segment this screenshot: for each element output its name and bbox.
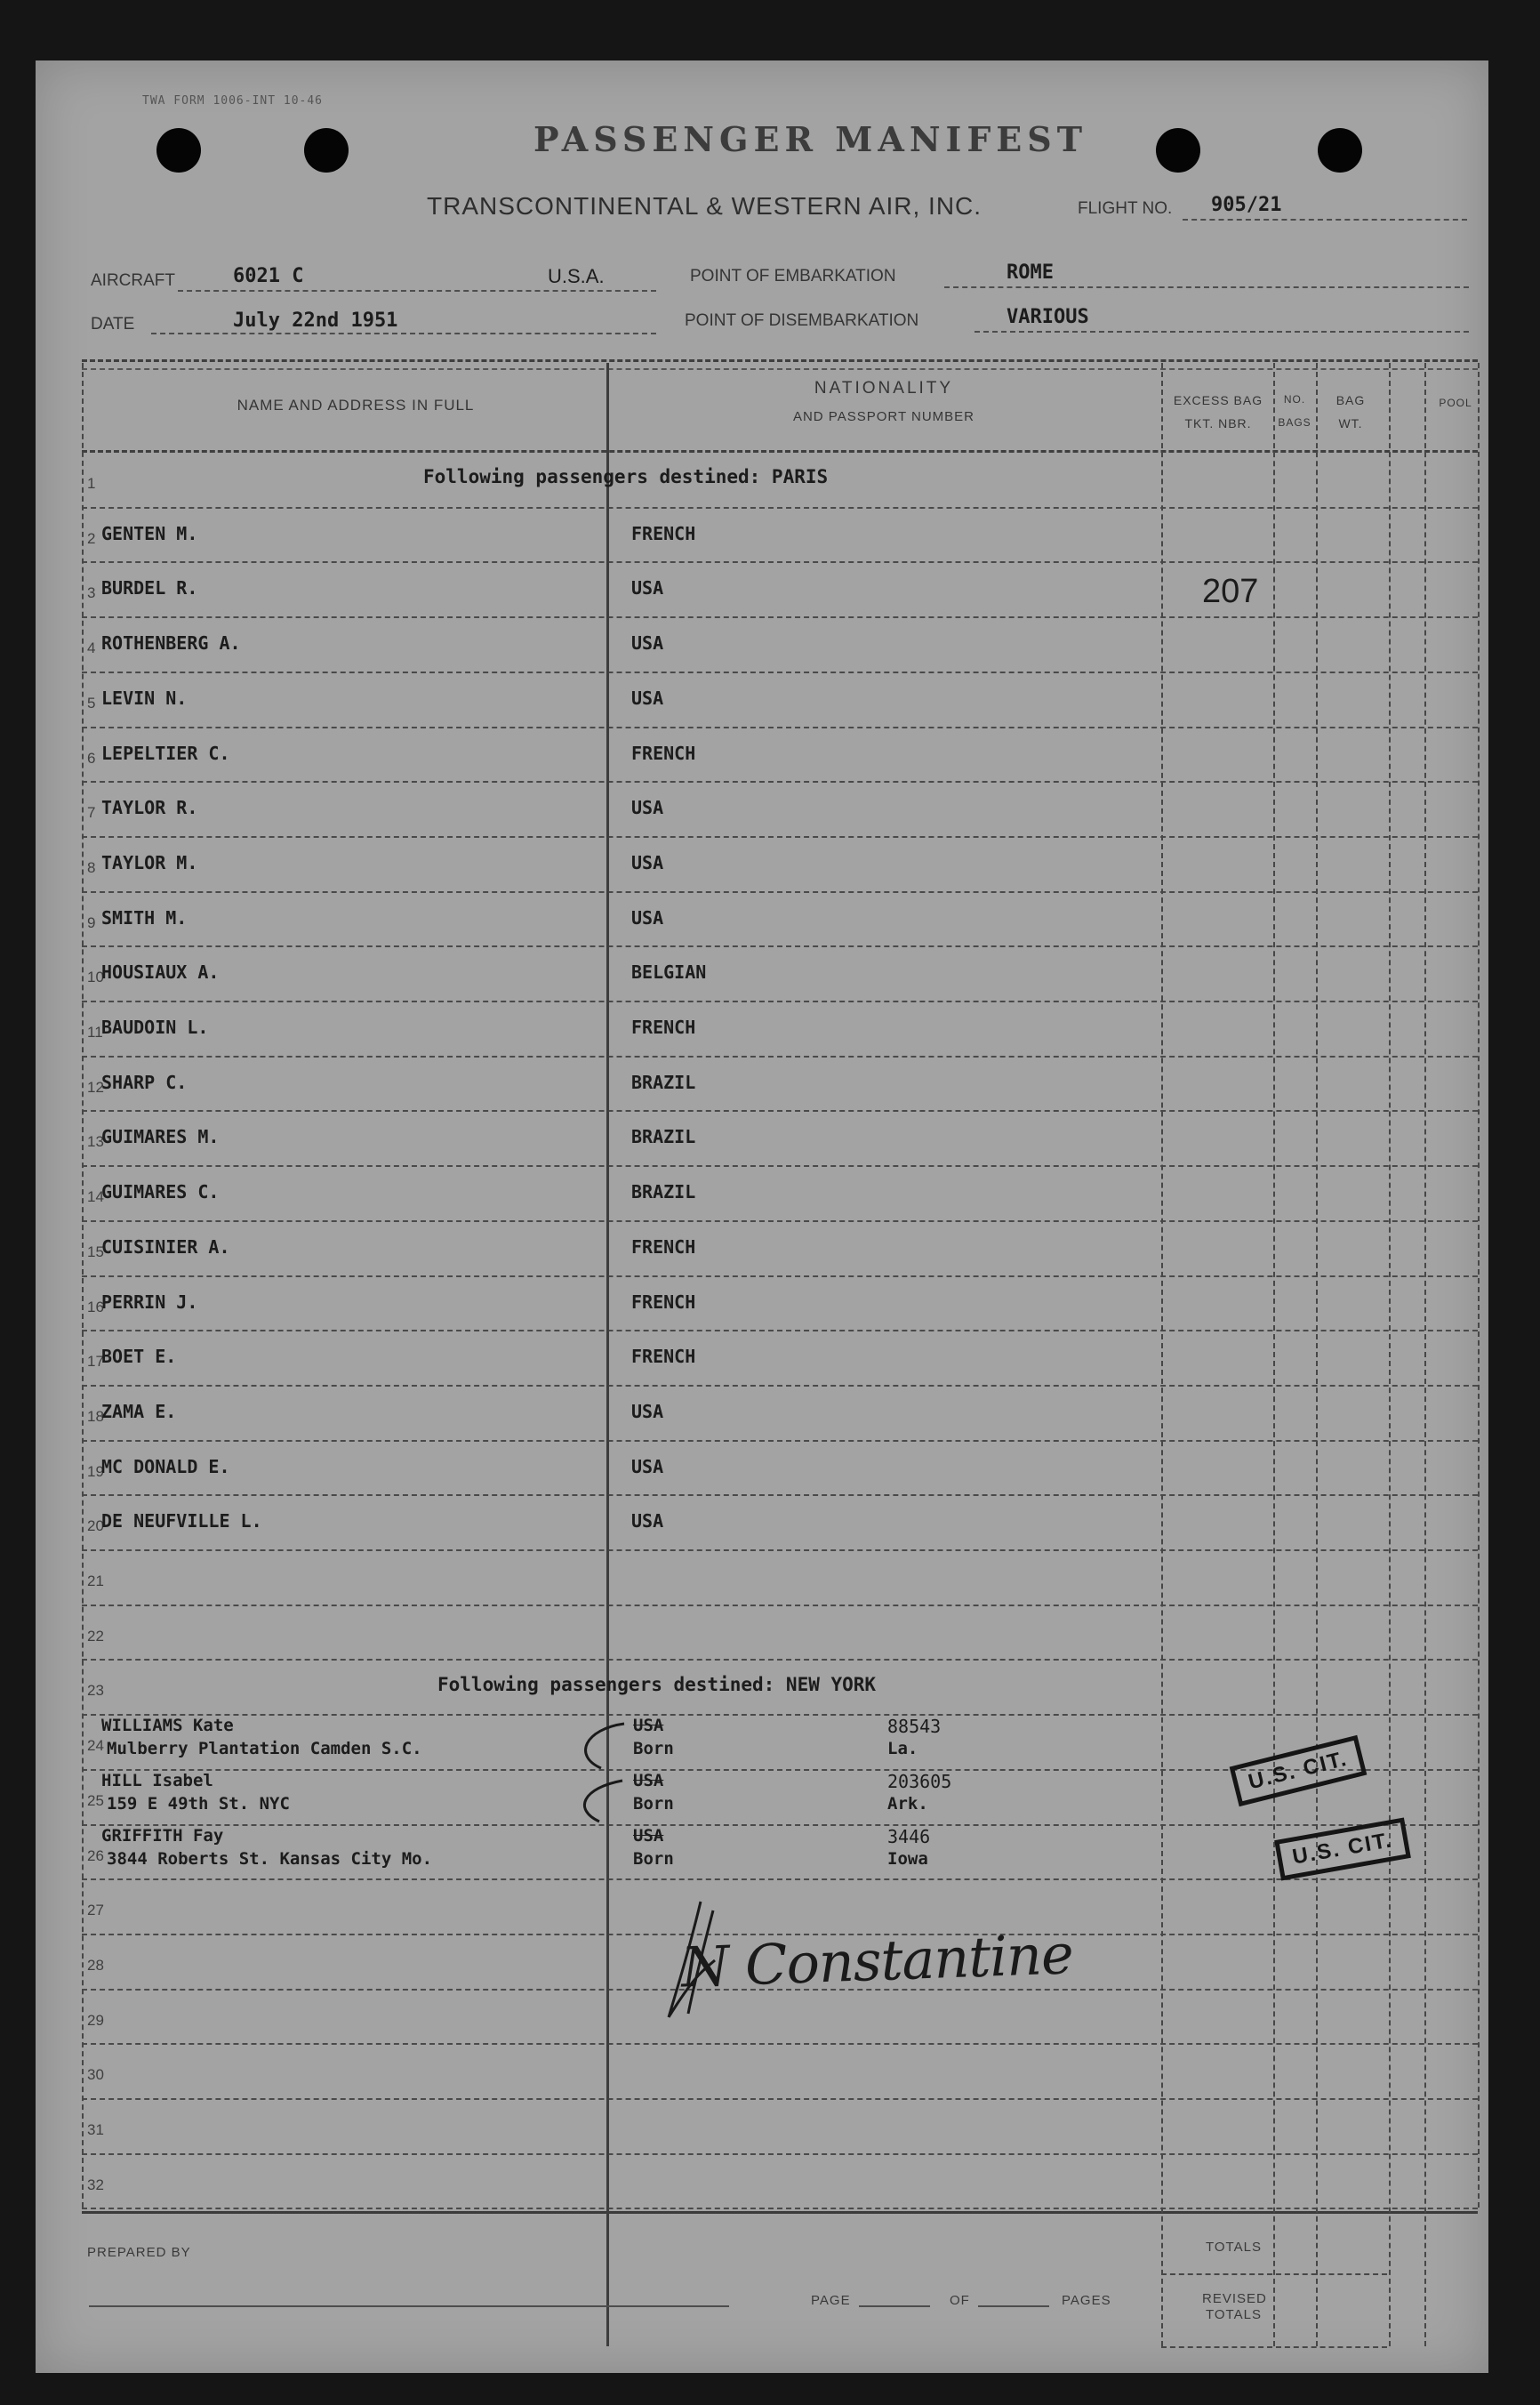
grid-line [82,1714,1478,1716]
grid-line [82,2043,1478,2045]
row-number: 23 [87,1682,104,1700]
passenger-name: MC DONALD E. [101,1455,230,1477]
passenger-nationality: FRENCH [631,1235,696,1258]
punch-hole [1318,128,1362,173]
grid-line [82,1330,1478,1331]
grid-line [82,1001,1478,1002]
row-number: 26 [87,1846,104,1864]
passenger-nationality: USA [631,687,664,709]
grid-line [82,2208,1478,2209]
grid-line [1316,363,1318,2346]
grid-line [1161,2346,1387,2348]
row-number: 21 [87,1572,104,1589]
embark-value: ROME [1007,261,1054,284]
grid-line [1161,363,1163,2346]
grid-line [82,836,1478,838]
row-number: 14 [87,1188,104,1206]
col-bags-header-2: BAGS [1278,416,1311,429]
row-number: 20 [87,1517,104,1535]
grid-line [82,672,1478,673]
passenger-address: 3844 Roberts St. Kansas City Mo. [107,1848,433,1869]
flight-value: 905/21 [1211,194,1282,216]
row-number: 7 [87,804,96,822]
col-nationality-header: NATIONALITY [814,379,954,398]
row-number: 2 [87,529,96,547]
passenger-name: DE NEUFVILLE L. [101,1510,262,1532]
punch-hole [304,128,349,173]
date-label: DATE [91,315,135,334]
pages-label: PAGES [1062,2293,1111,2308]
passenger-nationality: USA [631,577,664,599]
row-number: 13 [87,1133,104,1151]
passenger-nationality: FRENCH [631,742,696,764]
disembark-value: VARIOUS [1007,306,1089,328]
passenger-nationality: USA [631,797,664,819]
row-number: 9 [87,913,96,931]
row-number: 8 [87,858,96,876]
grid-line [1424,363,1426,2346]
passenger-name: PERRIN J. [101,1291,198,1313]
col-excess-header: EXCESS BAG [1173,393,1263,407]
date-value: July 22nd 1951 [233,310,398,332]
grid-line [82,450,1478,453]
passenger-name: TAYLOR M. [101,851,198,873]
birth-state: Iowa [887,1848,928,1869]
grid-line [1478,363,1480,2208]
section-newyork: Following passengers destined: NEW YORK [437,1674,877,1695]
excess-ticket-number: 207 [1202,573,1259,610]
grid-line [82,561,1478,563]
passenger-nationality: USA [633,1716,664,1736]
row-number: 18 [87,1407,104,1425]
col-passport-header: AND PASSPORT NUMBER [792,409,975,424]
col-bagwt-header-2: WT. [1338,416,1363,430]
row-number: 3 [87,584,96,602]
aircraft-value: 6021 C [233,265,304,287]
grid-line [82,945,1478,947]
punch-hole [156,128,201,173]
bracket-marks [569,1717,640,1877]
birth-state: La. [887,1739,918,1759]
passenger-name: WILLIAMS Kate [101,1716,234,1736]
grid-line [82,1878,1478,1880]
row-number: 5 [87,694,96,712]
prepared-by-label: PREPARED BY [87,2245,191,2260]
passenger-address: Mulberry Plantation Camden S.C. [107,1739,422,1759]
grid-line [82,2211,1478,2214]
grid-line [82,1165,1478,1167]
embark-label: POINT OF EMBARKATION [690,267,896,286]
grid-line [82,1056,1478,1058]
row-number: 1 [87,475,96,492]
row-number: 6 [87,749,96,767]
revised-totals-label: REVISED [1202,2291,1267,2306]
passenger-name: LEVIN N. [101,687,188,709]
grid-line [1161,2273,1387,2275]
born-label: Born [633,1739,674,1759]
passenger-name: ROTHENBERG A. [101,632,241,655]
passenger-name: GUIMARES C. [101,1181,220,1203]
row-number: 15 [87,1243,104,1260]
manifest-sheet [36,60,1488,2373]
grid-line [82,2098,1478,2100]
revised-totals-label-2: TOTALS [1206,2307,1262,2322]
grid-line [1389,363,1391,2346]
us-cit-stamp: U.S. CIT. [1230,1735,1368,1806]
passenger-name: HOUSIAUX A. [101,961,220,984]
passenger-nationality: BELGIAN [631,961,707,984]
grid-line [82,891,1478,893]
row-number: 22 [87,1627,104,1645]
totals-label: TOTALS [1206,2240,1262,2255]
grid-line [82,359,1478,362]
passport-number: 88543 [887,1716,942,1738]
passenger-name: GRIFFITH Fay [101,1825,224,1846]
grid-line [606,363,609,2346]
page-label: PAGE [811,2293,851,2308]
row-number: 29 [87,2011,104,2029]
row-number: 25 [87,1791,104,1809]
row-number: 27 [87,1902,104,1919]
company-name: TRANSCONTINENTAL & WESTERN AIR, INC. [427,192,983,220]
passenger-nationality: BRAZIL [631,1126,696,1148]
passenger-nationality: USA [631,1400,664,1422]
row-number: 31 [87,2121,104,2138]
passenger-nationality: FRENCH [631,1346,696,1368]
passenger-nationality: BRAZIL [631,1181,696,1203]
flight-label: FLIGHT NO. [1078,199,1173,218]
passenger-nationality: USA [631,632,664,655]
passenger-name: SMITH M. [101,906,188,929]
passenger-nationality: BRAZIL [631,1071,696,1093]
passenger-nationality: USA [631,1510,664,1532]
grid-line [82,1549,1478,1551]
row-number: 28 [87,1956,104,1974]
passenger-nationality: USA [631,851,664,873]
page-title: PASSENGER MANIFEST [533,119,1087,159]
row-number: 12 [87,1078,104,1096]
grid-line [82,1605,1478,1606]
passenger-name: GENTEN M. [101,522,198,544]
section-paris: Following passengers destined: PARIS [423,466,829,487]
passenger-name: CUISINIER A. [101,1235,230,1258]
passenger-nationality: USA [631,906,664,929]
col-excess-header-2: TKT. NBR. [1184,416,1252,430]
disembark-label: POINT OF DISEMBARKATION [685,311,919,330]
grid-line [82,727,1478,728]
col-last-header: POOL [1439,397,1472,409]
passenger-nationality: FRENCH [631,522,696,544]
grid-line [82,363,84,2208]
grid-line [1273,363,1275,2346]
grid-line [82,1824,1478,1826]
registry-value: U.S.A. [548,265,605,287]
col-name-header: NAME AND ADDRESS IN FULL [237,397,475,414]
birth-state: Ark. [887,1793,928,1814]
passenger-nationality: USA [633,1770,664,1790]
passenger-name: TAYLOR R. [101,797,198,819]
row-number: 16 [87,1298,104,1315]
punch-hole [1156,128,1200,173]
row-number: 32 [87,2176,104,2193]
passenger-nationality: USA [631,1455,664,1477]
born-label: Born [633,1793,674,1814]
row-number: 10 [87,969,104,986]
row-number: 4 [87,639,96,657]
grid-line [82,2153,1478,2155]
passenger-name: LEPELTIER C. [101,742,230,764]
row-number: 17 [87,1353,104,1371]
row-number: 19 [87,1462,104,1480]
passenger-name: BURDEL R. [101,577,198,599]
passenger-name: BOET E. [101,1346,177,1368]
grid-line [82,1494,1478,1496]
passport-number: 203605 [887,1770,952,1792]
of-label: OF [950,2293,970,2308]
passenger-name: BAUDOIN L. [101,1017,209,1038]
col-bagwt-header: BAG [1335,393,1366,407]
passenger-address: 159 E 49th St. NYC [107,1793,290,1814]
aircraft-label: AIRCRAFT [91,271,175,290]
row-number: 11 [87,1024,103,1041]
grid-line [82,507,1478,509]
grid-line [82,1440,1478,1442]
signature: N Constantine [679,1921,1074,2000]
grid-line [82,1659,1478,1661]
grid-line [82,1220,1478,1222]
passenger-nationality: FRENCH [631,1291,696,1313]
passenger-nationality: USA [633,1825,664,1846]
grid-line [82,1275,1478,1277]
grid-line [82,781,1478,783]
col-bags-header: NO. [1283,393,1306,406]
born-label: Born [633,1848,674,1869]
grid-line [82,368,1478,370]
row-number: 24 [87,1737,104,1755]
passenger-nationality: FRENCH [631,1017,696,1038]
passenger-name: ZAMA E. [101,1400,177,1422]
row-number: 30 [87,2066,104,2084]
passenger-name: SHARP C. [101,1071,188,1093]
grid-line [82,1110,1478,1112]
us-cit-stamp: U.S. CIT. [1274,1817,1411,1880]
grid-line [82,616,1478,618]
grid-line [82,1385,1478,1387]
passenger-name: GUIMARES M. [101,1126,220,1148]
passport-number: 3446 [887,1825,931,1847]
form-code: TWA FORM 1006-INT 10-46 [142,94,324,108]
passenger-name: HILL Isabel [101,1770,213,1790]
